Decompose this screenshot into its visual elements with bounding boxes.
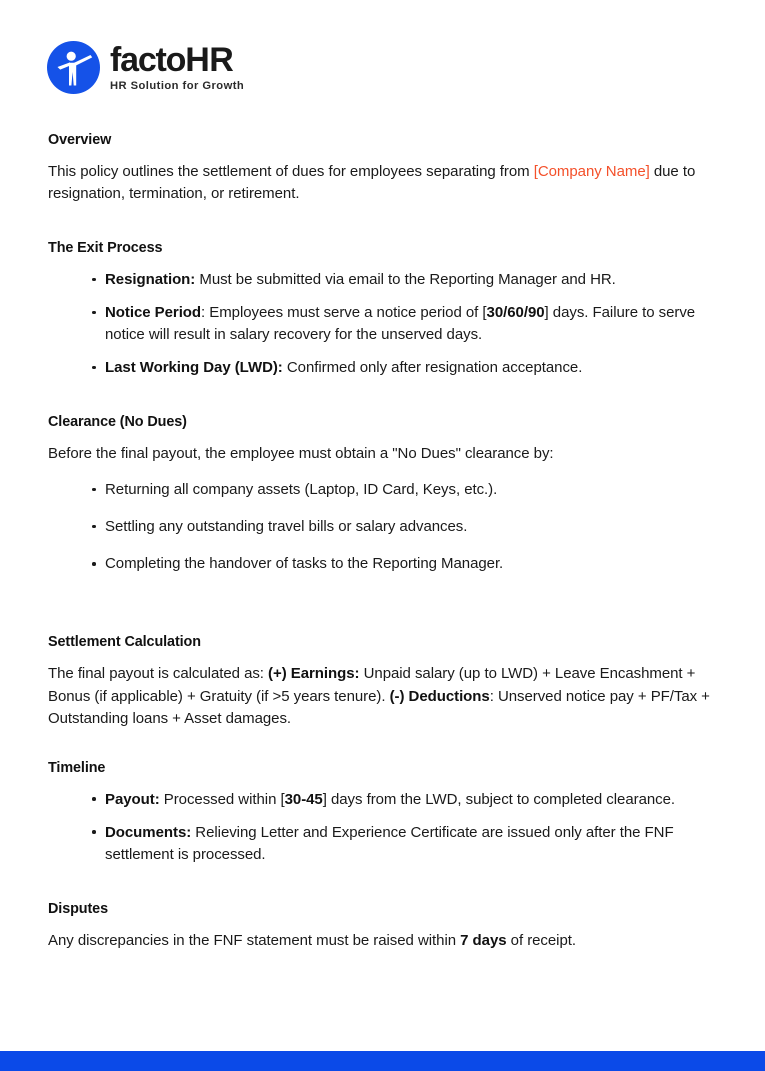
bullet-dot-icon [92,562,96,566]
bullet-label: Documents: [105,823,192,841]
list-item [48,302,718,346]
exit-process-list [48,269,718,379]
overview-paragraph [48,161,718,205]
list-item [48,789,718,811]
company-name-placeholder: [Company Name] [533,163,650,180]
timeline-list [48,789,718,866]
disputes-text-post: of receipt. [506,931,576,949]
bullet-emphasis: 30-45 [284,790,323,808]
list-item [48,553,718,575]
list-item [48,822,718,866]
bullet-text: Returning all company assets (Laptop, ID Card, Keys, etc.). [105,481,498,499]
disputes-emphasis: 7 days [460,931,507,949]
section-settlement-calculation [48,634,718,729]
bullet-label: Payout: [105,790,160,808]
logo-text-block [110,40,245,92]
bullet-text-cont: ] days from the LWD, subject to completed clearance. [322,790,676,808]
section-disputes [48,901,718,952]
document-content [48,132,718,952]
earnings-text: Unpaid salary (up to LWD) + Leave Encashment + Bonus (if applicable) + Gratuity (if >5 years tenure). [48,665,696,705]
bullet-emphasis: 30/60/90 [486,304,545,322]
logo-tagline: HR Solution for Growth [110,79,245,92]
bullet-label: Last Working Day (LWD): [105,359,283,377]
list-item [48,269,718,291]
earnings-label: (+) Earnings: [268,665,360,683]
bullet-text: Settling any outstanding travel bills or salary advances. [105,518,468,536]
section-overview [48,132,718,205]
clearance-list [48,479,718,575]
person-figure-icon [47,41,100,94]
list-item [48,357,718,379]
section-heading-timeline: Timeline [48,759,106,776]
bullet-dot-icon [92,830,96,834]
footer-accent-bar [0,1051,765,1071]
bullet-dot-icon [92,366,96,370]
section-heading-settlement: Settlement Calculation [48,634,201,651]
section-timeline [48,760,718,866]
section-heading-overview: Overview [48,132,112,148]
clearance-paragraph: Before the final payout, the employee must obtain a "No Dues" clearance by: [48,445,554,463]
bullet-text: Completing the handover of tasks to the Reporting Manager. [105,555,504,573]
bullet-text: Processed within [ [159,790,285,808]
bullet-text-cont: ] days. Failure to serve notice will result in salary recovery for the unserved days. [105,304,696,344]
bullet-dot-icon [92,311,96,315]
logo-wordmark [110,40,244,79]
disputes-text-pre: Any discrepancies in the FNF statement must be raised within [48,931,461,949]
deductions-label: (-) Deductions [389,687,490,705]
bullet-dot-icon [92,797,96,801]
disputes-paragraph [48,930,718,952]
section-clearance [48,414,718,575]
logo-wordmark-hr: HR [185,40,234,79]
section-heading-clearance: Clearance (No Dues) [48,414,187,431]
factohr-logo [47,41,244,94]
section-exit-process [48,240,718,379]
bullet-dot-icon [92,525,96,529]
overview-text-pre: This policy outlines the settlement of dues for employees separating from [48,163,534,180]
list-item [48,479,718,501]
bullet-dot-icon [92,278,96,282]
bullet-dot-icon [92,488,96,492]
settlement-text-pre: The final payout is calculated as: [48,665,269,683]
logo-wordmark-facto: facto [110,40,186,79]
bullet-text: Must be submitted via email to the Reporting Manager and HR. [195,271,616,289]
deductions-text: : Unserved notice pay + PF/Tax + Outstanding loans + Asset damages. [48,687,710,727]
bullet-text: : Employees must serve a notice period of [ [201,304,487,322]
bullet-label: Notice Period [105,304,202,322]
section-heading-disputes: Disputes [48,900,108,917]
settlement-paragraph [48,663,718,729]
bullet-label: Resignation: [105,271,196,289]
list-item [48,516,718,538]
section-heading-exit-process: The Exit Process [48,240,163,257]
overview-text-post: due to resignation, termination, or retirement. [48,163,696,203]
bullet-text: Confirmed only after resignation acceptance. [282,359,583,377]
bullet-text: Relieving Letter and Experience Certificate are issued only after the FNF settlement is processed. [105,823,674,863]
